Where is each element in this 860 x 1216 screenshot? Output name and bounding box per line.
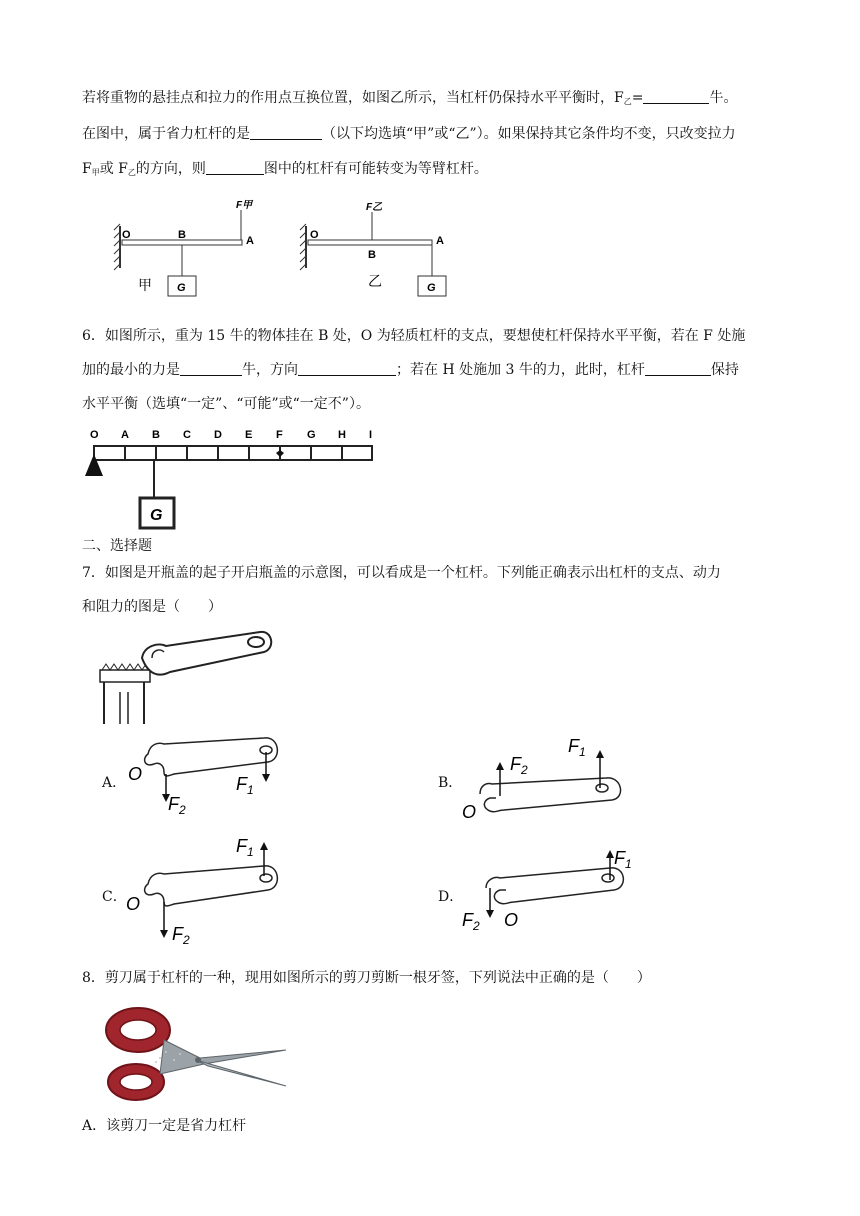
section-heading: 二、选择题 xyxy=(82,538,152,554)
opener-outline xyxy=(486,868,623,904)
force-label: F乙 xyxy=(366,202,383,213)
f1-label: $F_1$ xyxy=(614,848,632,871)
lever-scale-figure xyxy=(82,424,382,532)
option-c-label[interactable]: C． xyxy=(102,889,127,905)
scissors-blade-lower xyxy=(196,1060,286,1086)
answer-blank[interactable] xyxy=(645,361,711,376)
f1-label: $F_1$ xyxy=(236,774,254,797)
cap-crimp xyxy=(102,664,150,670)
point-b-label: B xyxy=(178,229,186,241)
pivot-o-label: O xyxy=(462,802,477,822)
f2-arrow-head xyxy=(496,762,504,770)
pivot-o-label: O xyxy=(504,910,519,930)
scale-label-h: H xyxy=(338,429,346,441)
q8-option-a[interactable]: A．该剪刀一定是省力杠杆 xyxy=(82,1118,247,1134)
f2-arrow-head xyxy=(160,930,168,938)
opener-outline xyxy=(145,866,278,906)
scale-label-g: G xyxy=(307,429,316,441)
scale-label-b: B xyxy=(152,429,160,441)
f1-arrow-head xyxy=(606,850,614,858)
f2-label: $F_2$ xyxy=(510,754,528,777)
scale-ticks xyxy=(125,446,342,460)
scissors-illustration xyxy=(100,1000,290,1106)
q7-line-1: 7．如图是开瓶盖的起子开启瓶盖的示意图，可以看成是一个杠杆。下列能正确表示出杠杆的支点、动力 xyxy=(82,565,721,581)
scale-label-a: A xyxy=(121,429,129,441)
fulcrum-triangle xyxy=(85,454,103,476)
scale-label-e: E xyxy=(245,429,253,441)
point-o-label: O xyxy=(122,229,131,241)
q5-line-2: 在图中，属于省力杠杆的是 （以下均选填“甲”或“乙”）。如果保持其它条件均不变，只改变拉力 xyxy=(82,126,736,142)
answer-blank[interactable] xyxy=(643,89,709,104)
lever-bar xyxy=(308,240,432,245)
handle-hole-upper xyxy=(120,1020,156,1040)
bottle-highlight xyxy=(120,692,128,724)
bottle-opener-illustration xyxy=(96,628,276,726)
point-f-marker xyxy=(276,450,284,457)
f1-arrow-head xyxy=(260,842,268,850)
bottle-cap xyxy=(100,670,150,682)
f1-arrow-head xyxy=(262,774,270,782)
scale-label-i: I xyxy=(369,429,373,441)
point-o-label: O xyxy=(310,229,319,241)
force-label: F甲 xyxy=(236,200,253,211)
option-a-label[interactable]: A． xyxy=(102,775,127,791)
scale-label-f: F xyxy=(276,429,283,441)
opener-outline xyxy=(145,738,278,776)
point-b-label: B xyxy=(368,249,376,261)
q5-line-1: 若将重物的悬挂点和拉力的作用点互换位置，如图乙所示，当杠杆仍保持水平平衡时，$F_乙=$ 牛。 xyxy=(82,90,738,106)
f1-arrow-head xyxy=(596,750,604,758)
option-b-figure[interactable] xyxy=(456,730,636,826)
figure-caption: 甲 xyxy=(138,277,152,293)
f2-label: $F_2$ xyxy=(168,794,186,816)
answer-blank[interactable] xyxy=(180,361,242,376)
lever-bar xyxy=(94,446,372,460)
option-a-figure[interactable] xyxy=(118,734,288,816)
answer-blank[interactable] xyxy=(298,361,396,376)
weight-label: G xyxy=(150,507,163,524)
q7-line-2: 和阻力的图是（ ） xyxy=(82,599,222,615)
scale-label-o: O xyxy=(90,429,99,441)
scale-labels xyxy=(90,429,372,441)
option-b-label[interactable]: B． xyxy=(438,775,463,791)
handle-hole-lower xyxy=(120,1074,152,1090)
scale-label-d: D xyxy=(214,429,222,441)
q6-line-2: 加的最小的力是 牛，方向 ；若在 H 处施加 3 牛的力，此时，杠杆 保持 xyxy=(82,362,739,378)
wall xyxy=(300,224,306,270)
f1-label: $F_1$ xyxy=(568,736,586,759)
answer-blank[interactable] xyxy=(250,125,322,140)
weight-label: G xyxy=(427,282,436,294)
f2-arrow-head xyxy=(486,910,494,918)
weight-label: G xyxy=(177,282,186,294)
scissors-pivot xyxy=(195,1057,201,1063)
answer-blank[interactable] xyxy=(206,160,264,175)
point-a-label: A xyxy=(436,235,444,247)
option-d-label[interactable]: D． xyxy=(438,889,464,905)
f2-label: $F_2$ xyxy=(172,924,190,947)
pivot-o-label: O xyxy=(126,894,141,914)
bottle-neck xyxy=(104,682,144,724)
option-c-figure[interactable] xyxy=(118,832,288,948)
pivot-o-label: O xyxy=(128,764,143,784)
wall xyxy=(114,224,120,270)
lever-figure-yi xyxy=(298,196,458,302)
scale-label-c: C xyxy=(183,429,191,441)
f1-label: $F_1$ xyxy=(236,836,254,859)
q5-line-3: $F_甲$或 $F_乙$的方向，则 图中的杠杆有可能转变为等臂杠杆。 xyxy=(82,161,488,177)
point-a-label: A xyxy=(246,235,254,247)
q6-line-1: 6．如图所示，重为 15 牛的物体挂在 B 处，O 为轻质杠杆的支点，要想使杠杆保持水平平衡，若在 F 处施 xyxy=(82,328,746,344)
q6-line-3: 水平平衡（选填“一定”、“可能”或“一定不”）。 xyxy=(82,396,370,412)
f2-label: $F_2$ xyxy=(462,910,480,933)
figure-caption: 乙 xyxy=(368,273,382,289)
q8-line-1: 8．剪刀属于杠杆的一种，现用如图所示的剪刀剪断一根牙签，下列说法中正确的是（ ） xyxy=(82,970,651,986)
option-d-figure[interactable] xyxy=(456,840,636,936)
lever-figure-jia xyxy=(112,196,272,302)
